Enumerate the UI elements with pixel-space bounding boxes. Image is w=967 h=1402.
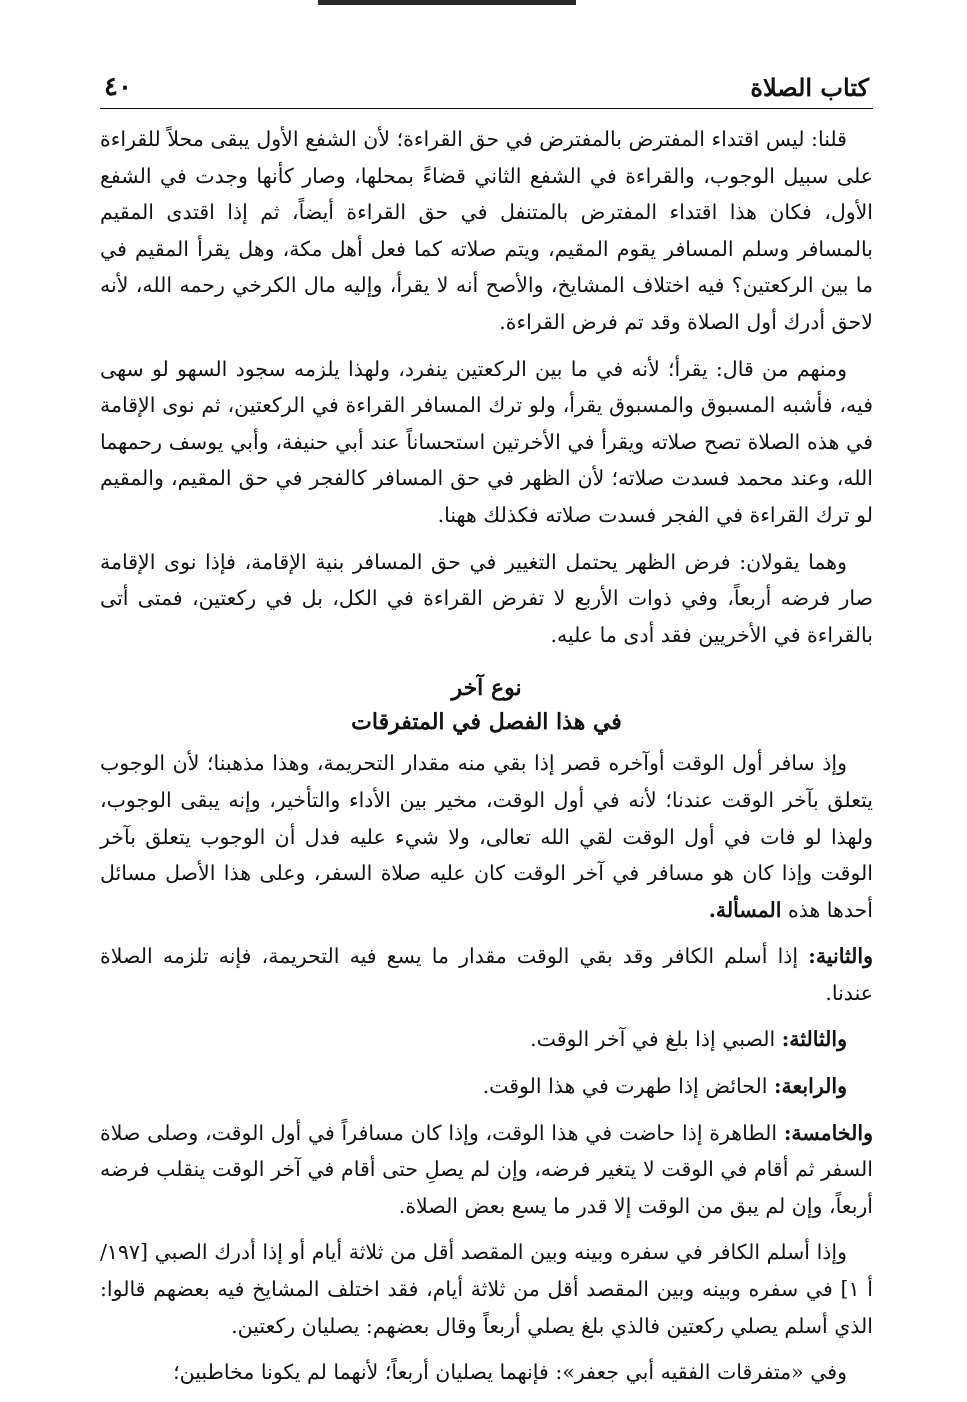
book-page <box>100 62 873 1401</box>
paragraph-6-text-a: وإذا أسلم الكافر في سفره وبينه وبين المقصد أقل من ثلاثة أيام أو إذا أدرك الصبي <box>154 1240 847 1265</box>
paragraph-1: قلنا: ليس اقتداء المفترض بالمفترض في حق القراءة؛ لأن الشفع الأول يبقى محلاً للقراءة على سبيل الوجوب، والقراءة في الشفع الثاني قضاءً بمحلها، وصار كأنها وجدت في الشفع الأول، فكان هذا اقتداء المفترض بالمتنفل في حق القراءة أيضاً، ثم إذا اقتدى المقيم بالمسافر وسلم المسافر يقوم المقيم، ويتم صلاته كما فعل أهل مكة، وهل يقرأ المقيم في ما بين الركعتين؟ فيه اختلاف المشايخ، والأصح أنه لا يقرأ، وإليه مال الكرخي رحمه الله، لأنه لاحق أدرك أول الصلاة وقد تم فرض القراءة. <box>100 127 873 334</box>
paragraph-fifth <box>100 1115 873 1225</box>
third-lead: والثالثة: <box>781 1027 847 1052</box>
fourth-lead: والرابعة: <box>773 1074 847 1099</box>
scan-edge-artifact <box>318 0 576 5</box>
page-header <box>100 62 873 109</box>
paragraph-7: وفي «متفرقات الفقيه أبي جعفر»: فإنهما يصليان أربعاً؛ لأنهما لم يكونا مخاطبين؛ <box>173 1360 847 1385</box>
fifth-lead: والخامسة: <box>783 1120 873 1145</box>
paragraph-third <box>100 1021 873 1058</box>
manuscript-reference: [١٩٧/أ ١] <box>100 1240 873 1302</box>
paragraph-4-text: وإذ سافر أول الوقت أوآخره قصر إذا بقي منه مقدار التحريمة، وهذا مذهبنا؛ لأن الوجوب يتعلق بآخر الوقت عندنا؛ لأنه في أول الوقت، مخير بين الأداء والتأخير، وإنه يبقى الوجوب، ولهذا لو فات في أول الوقت لقي الله تعالى، ولا شيء عليه فدل أن الوجوب يتعلق بآخر الوقت وإذا كان هو مسافر في آخر الوقت كان عليه صلاة السفر، وعلى هذا الأصل مسائل أحدها هذه <box>100 751 873 922</box>
section-subtitle: في هذا الفصل في المتفرقات <box>351 709 622 736</box>
paragraph-4 <box>100 745 873 928</box>
fourth-text: الحائض إذا طهرت في هذا الوقت. <box>482 1074 768 1099</box>
running-title: كتاب الصلاة <box>750 73 869 102</box>
page-number: ٤٠ <box>104 72 132 102</box>
second-text: إذا أسلم الكافر وقد بقي الوقت مقدار ما يسع فيه التحريمة، فإنه تلزمه الصلاة عندنا. <box>100 944 873 1005</box>
fifth-text: الطاهرة إذا حاضت في هذا الوقت، وإذا كان مسافراً في أول الوقت، وصلى صلاة السفر ثم أقام في الوقت لا يتغير فرضه، وإن لم يصلِ حتى أقام في آخر الوقت ينقلب فرضه أربعاً، وإن لم يبق من الوقت إلا قدر ما يسع بعض الصلاة. <box>100 1120 873 1218</box>
page-body <box>100 109 873 1391</box>
paragraph-6-text-b: في سفره وبينه وبين المقصد أقل من ثلاثة أيام، فقد اختلف المشايخ فيه بعضهم قالوا: الذي أسلم يصلي ركعتين فالذي بلغ يصلي أربعاً وقال بعضهم: يصليان ركعتين. <box>100 1277 873 1338</box>
second-lead: والثانية: <box>808 944 873 969</box>
paragraph-3: وهما يقولان: فرض الظهر يحتمل التغيير في حق المسافر بنية الإقامة، فإذا نوى الإقامة صار فرضه أربعاً، وفي ذوات الأربع لا تفرض القراءة في الكل، بل في ركعتين، فمتى أتى بالقراءة في الأخريين فقد أدى ما عليه. <box>100 549 873 647</box>
paragraph-second <box>100 938 873 1011</box>
third-text: الصبي إذا بلغ في آخر الوقت. <box>530 1027 776 1052</box>
paragraph-2: ومنهم من قال: يقرأ؛ لأنه في ما بين الركعتين ينفرد، ولهذا يلزمه سجود السهو لو سهى فيه، فأشبه المسبوق والمسبوق يقرأ، ولو ترك المسافر القراءة في الركعتين، ثم نوى الإقامة في هذه الصلاة تصح صلاته ويقرأ في الأخرتين استحساناً عند أبي حنيفة، وأبي يوسف رحمهما الله، وعند محمد فسدت صلاته؛ لأن الظهر في حق المسافر كالفجر في حق المقيم، والمقيم لو ترك القراءة في الفجر فسدت صلاته فكذلك ههنا. <box>100 356 873 527</box>
paragraph-4-bold: المسألة. <box>708 897 782 922</box>
paragraph-6 <box>100 1234 873 1344</box>
section-title: نوع آخر <box>451 675 522 702</box>
paragraph-fourth <box>100 1068 873 1105</box>
